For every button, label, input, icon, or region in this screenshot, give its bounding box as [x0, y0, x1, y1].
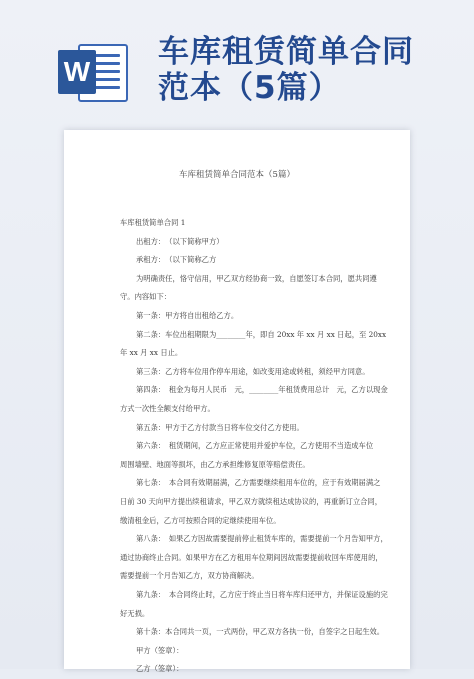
document-line: 第十条：本合同共一页，一式两份，甲乙双方各执一份，自签字之日起生效。	[136, 627, 385, 637]
document-line: 甲方（签章）：	[136, 645, 184, 655]
document-line: 年 xx 月 xx 日止。	[120, 348, 183, 358]
document-line: 需要提前一个月告知乙方，双方协商解决。	[120, 571, 259, 581]
document-line: 第四条： 租金为每月人民币 元，________年租赁费用总计 元，乙方以现金	[136, 385, 388, 395]
document-line: 第六条： 租赁期间，乙方应正常使用并爱护车位，乙方使用不当造成车位	[136, 441, 374, 451]
document-heading: 车库租赁简单合同范本（5篇）	[179, 170, 295, 180]
document-line: 第八条： 如果乙方因故需要提前停止租赁车库的，需要提前一个月告知甲方，	[136, 534, 388, 544]
document-line: 出租方： （以下简称甲方）	[136, 236, 224, 246]
document-line: 第二条：车位出租期限为________年，即自 20xx 年 xx 月 xx 日起，至 20xx	[136, 329, 387, 339]
document-line: 为明确责任，恪守信用，甲乙双方经协商一致，自愿签订本合同，愿共同遵	[136, 273, 377, 283]
document-line: 守。内容如下：	[120, 292, 172, 302]
document-line: 车库租赁简单合同 1	[120, 218, 186, 227]
document-line: 承租方： （以下简称乙方	[136, 255, 217, 265]
page-title-line-1: 车库租赁简单合同	[158, 34, 414, 70]
document-line: 周围墙壁、地面等损坏，由乙方承担维修复原等赔偿责任。	[120, 459, 310, 469]
document-line: 日前 30 天向甲方提出续租请求，甲乙双方就续租达成协议的，再重新订立合同，	[120, 497, 383, 506]
document-line: 第五条：甲方于乙方付款当日将车位交付乙方使用。	[136, 422, 304, 432]
document-line: 缴清租金后，乙方可按照合同的定继续使用车位。	[120, 515, 281, 525]
document-line: 乙方（签章）：	[136, 664, 184, 674]
document-line: 第一条：甲方将自出租给乙方。	[136, 311, 239, 320]
page-title-line-2: 范本（5篇）	[158, 70, 341, 106]
word-icon-badge: W	[58, 50, 96, 94]
document-page	[64, 130, 410, 674]
word-document-icon	[58, 40, 132, 106]
document-line: 第九条： 本合同终止时，乙方应于终止当日将车库归还甲方，并保证设施的完	[136, 590, 388, 599]
document-line: 通过协商终止合同。如果甲方在乙方租用车位期间因故需要提前收回车库使用的，	[120, 552, 383, 562]
document-line: 第三条：乙方将车位用作停车用途，如改变用途或转租，须经甲方同意。	[136, 366, 370, 376]
page-title	[158, 34, 468, 106]
document-line: 好无损。	[120, 608, 150, 618]
document-line: 方式一次性全额支付给甲方。	[120, 404, 215, 413]
document-line: 第七条： 本合同有效期届满，乙方需要继续租用车位的，应于有效期届满之	[136, 478, 381, 488]
